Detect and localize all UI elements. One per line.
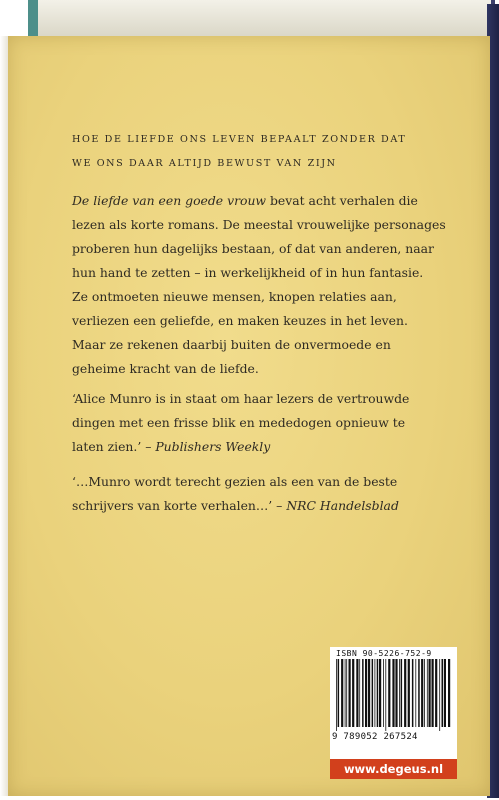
ean-number: 9 789052 267524 (332, 732, 418, 742)
barcode-stripe (341, 659, 343, 727)
quote-source: Publishers Weekly (155, 439, 271, 454)
jacket-flap-edge (28, 0, 38, 38)
quote-line: ‘Alice Munro is in staat om haar lezers de vertrouwde (72, 391, 410, 406)
barcode-stripe (345, 659, 346, 727)
tagline (72, 128, 424, 176)
barcode-stripe (336, 659, 337, 731)
publisher-website: www.degeus.nl (330, 759, 457, 779)
barcode-stripe (383, 659, 384, 727)
barcode-stripe (377, 659, 379, 727)
blurb-line: verliezen een geliefde, en maken keuzes in het leven. (72, 313, 408, 328)
blurb-line: Maar ze rekenen daarbij buiten de onvermoede en (72, 337, 391, 352)
quote-line (72, 494, 424, 518)
blurb-line: hun hand te zetten – in werkelijkheid of in hun fantasie. (72, 265, 424, 280)
page-edge (0, 36, 8, 796)
barcode-stripe (435, 659, 437, 727)
barcode-stripe (352, 659, 354, 727)
barcode-stripe (392, 659, 394, 727)
barcode-stripe (338, 659, 340, 727)
review-quote-publishers-weekly (72, 387, 424, 459)
barcode-stripe (372, 659, 374, 727)
quote-text: laten zien.’ – (72, 439, 156, 454)
quote-line (72, 435, 424, 459)
barcode-stripe (395, 659, 397, 727)
barcode-stripe (404, 659, 406, 727)
barcode-stripe (368, 659, 370, 727)
blurb-line (72, 189, 424, 213)
quote-line: ‘…Munro wordt terecht gezien als een van de beste (72, 474, 398, 489)
barcode-stripe (362, 659, 364, 727)
barcode-stripe (439, 659, 440, 731)
quote-text: schrijvers van korte verhalen…’ – (72, 498, 287, 513)
barcode-label (330, 647, 457, 759)
quote-source: NRC Handelsblad (286, 498, 399, 513)
blurb-line: proberen hun dagelijks bestaan, of dat van anderen, naar (72, 241, 434, 256)
barcode-stripe (421, 659, 423, 727)
barcode-stripe (356, 659, 358, 727)
blurb-line: Ze ontmoeten nieuwe mensen, knopen relaties aan, (72, 289, 397, 304)
barcode-stripe (415, 659, 416, 727)
barcode-stripe (359, 659, 360, 727)
barcode-stripe (388, 659, 390, 727)
barcode-stripe (444, 659, 446, 727)
barcode-stripe (346, 659, 347, 727)
barcode-stripe (399, 659, 400, 727)
barcode-stripe (401, 659, 403, 727)
barcode-stripe (427, 659, 428, 727)
barcode-stripe (432, 659, 434, 727)
barcode-stripe (448, 659, 450, 727)
barcode-stripe (385, 659, 386, 731)
barcode-stripe (442, 659, 444, 727)
barcode-stripe (412, 659, 414, 727)
review-quote-nrc (72, 470, 424, 518)
quote-line: dingen met een frisse blik en mededogen opnieuw te (72, 415, 406, 430)
barcode-stripe (379, 659, 381, 727)
tagline-line: HOE DE LIEFDE ONS LEVEN BEPAALT ZONDER DAT (72, 134, 407, 145)
isbn-number: ISBN 90-5226-752-9 (336, 649, 432, 658)
barcode-icon (336, 659, 451, 731)
barcode-stripe (408, 659, 410, 727)
tagline-line: WE ONS DAAR ALTIJD BEWUST VAN ZIJN (72, 158, 337, 169)
barcode-stripe (418, 659, 420, 727)
barcode-stripe (429, 659, 431, 727)
barcode-stripe (424, 659, 425, 727)
barcode-stripe (375, 659, 376, 727)
barcode-stripe (349, 659, 351, 727)
blurb-line: lezen als korte romans. De meestal vrouwelijke personages (72, 217, 446, 232)
jacket-top-edge (28, 0, 495, 38)
barcode-stripe (365, 659, 367, 727)
blurb-line: geheime kracht van de liefde. (72, 361, 259, 376)
book-title: De liefde van een goede vrouw (72, 193, 267, 208)
blurb-paragraph (72, 189, 446, 381)
blurb-text: bevat acht verhalen die (266, 193, 418, 208)
